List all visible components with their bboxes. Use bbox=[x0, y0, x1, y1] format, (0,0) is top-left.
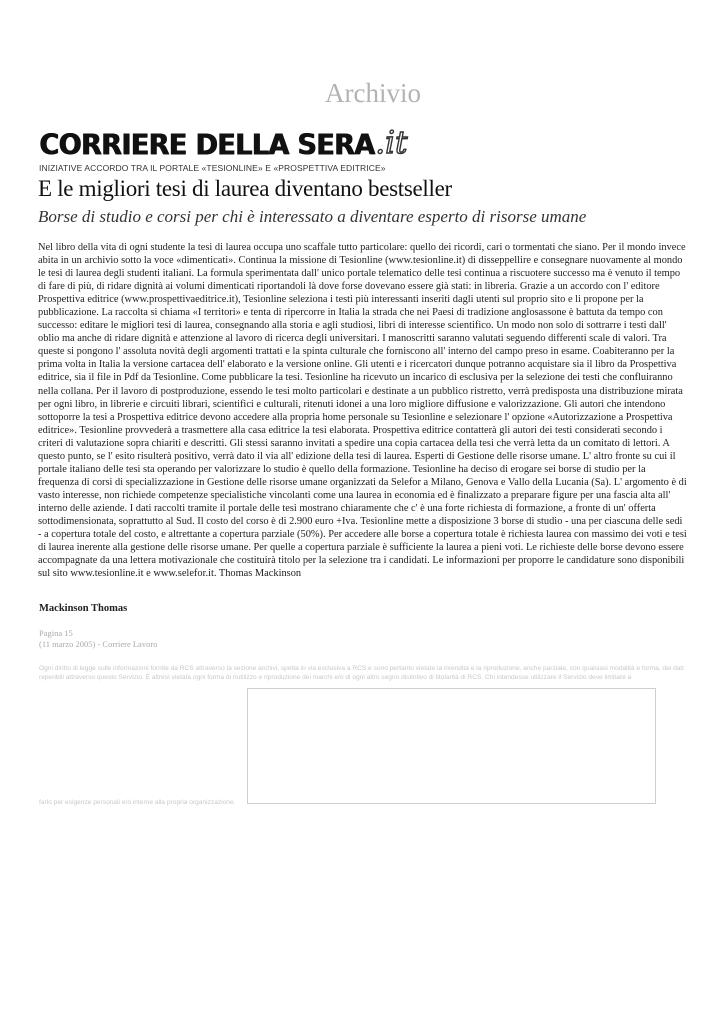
article-kicker: INIZIATIVE ACCORDO TRA IL PORTALE «TESIONLINE» E «PROSPETTIVA EDITRICE» bbox=[39, 163, 386, 173]
article-source bbox=[39, 628, 157, 650]
page-number: Pagina 15 bbox=[39, 628, 73, 638]
ad-box bbox=[247, 688, 656, 804]
date-source: (11 marzo 2005) - Corriere Lavoro bbox=[39, 639, 158, 649]
article-title: E le migliori tesi di laurea diventano bestseller bbox=[38, 176, 452, 201]
section-title: Archivio bbox=[325, 78, 421, 108]
logo-suffix: .it bbox=[375, 125, 408, 161]
article-body: Nel libro della vita di ogni studente la tesi di laurea occupa uno scaffale tutto particolare: quello dei ricordi, cari o tormentati che siano. Per il mondo invece abita in un archivio sotto la voce «dimenticati». Continua la missione di Tesionline (www.tesionline.it) di disseppellire e consegnare nuovamente al mondo le tesi di laurea degli studenti italiani. La formula sperimentata dall' unico portale telematico delle tesi continua a riscuotere successo ma è venuto il tempo di fare di più, di ridare dignità ai volumi dimenticati riportandoli là dove forse dovevano essere già stati: in libreria. Grazie a un accordo con l' editore Prospettiva editrice (www.prospettivaeditrice.it), Tesionline seleziona i testi più interessanti inseriti dagli utenti sul proprio sito e li propone per la pubblicazione. La raccolta si chiama «I territori» e tenta di ripercorre in Italia la strada che nei Paesi di tradizione anglosassone è battuta da tempo con successo: editare le migliori tesi di laurea, consegnando alla storia e agli studiosi, libri di interesse scientifico. Un modo non solo di sottrarre i testi dall' oblio ma anche di ridare dignità e attenzione al lavoro di ricerca degli universitari. I manoscritti saranno valutati seguendo differenti scale di valori. Tra queste si pongono l' assoluta novità degli argomenti trattati e la spinta culturale che forniscono all' interno del campo preso in esame. Coabiteranno per la prima volta in Italia la versione cartacea dell' elaborato e la versione online. Gli utenti e i ricercatori dunque potranno acquistare sia il libro da Prospettiva editrice, sia il file in Pdf da Tesionline. Come pubblicare la tesi. Tesionline ha ricevuto un incarico di esclusiva per la selezione dei testi che confluiranno nella collana. Per il lavoro di postproduzione, essendo le tesi molto particolari e destinate a un pubblico ristretto, verrà predisposta una distribuzione mirata per ogni libro, in librerie e circuiti librari, scientifici e culturali, ritenuti idonei a una loro migliore diffusione e valorizzazione. Gli autori che intendono sottoporre la tesi a Prospettiva editrice devono accedere alla propria home personale su Tesionline e selezionare l' opzione «Autorizzazione a Prospettiva editrice». Tesionline provvederà a trasmettere alla casa editrice la tesi elaborata. Prospettiva editrice contatterà gli autori dei testi considerati secondo i criteri di valutazione sopra chiariti e descritti. Gli stessi saranno invitati a spedire una copia cartacea della tesi che verrà letta da un comitato di lettori. A questo punto, se l' esito risulterà positivo, verrà dato il via all' edizione della tesi di laurea. Esperti di Gestione delle risorse umane. L' altro fronte su cui il portale italiano delle tesi sta operando per valorizzare lo studio è quello della formazione. Tesionline ha deciso di erogare sei borse di studio per la frequenza di corsi di specializzazione in Gestione delle risorse umane organizzati da Selefor a Milano, Genova e Vallo della Lucania (Sa). L' argomento è di vasto interesse, non richiede competenze specialistiche vincolanti come una laurea in economia ed è finalizzato a preparare figure per una fascia alta all' interno delle aziende. I dati raccolti tramite il portale delle tesi mostrano chiaramente che c' è una forte richiesta di formazione, a fronte di un' offerta sottodimensionata, soprattutto al Sud. Il costo del corso è di 2.900 euro +Iva. Tesionline mette a disposizione 3 borse di studio - una per ciascuna delle sedi - a copertura totale del costo, e altrettante a copertura parziale (50%). Per accedere alle borse a copertura totale è richiesta laurea con massimo dei voti e tesi di laurea inerente alla gestione delle risorse umane. Per quelle a copertura parziale è sufficiente la laurea a pieni voti. Le richieste delle borse devono essere accompagnate da una lettera motivazionale che costituirà titolo per la selezione tra i candidati. Le informazioni per proporre le candidature sono disponibili sul sito www.tesionline.it e www.selefor.it. Thomas Mackinson bbox=[38, 242, 687, 580]
newspaper-logo[interactable] bbox=[39, 127, 407, 161]
logo-wordmark: CORRIERE DELLA SERA bbox=[39, 129, 375, 162]
article-subtitle: Borse di studio e corsi per chi è interessato a diventare esperto di risorse umane bbox=[38, 207, 587, 226]
legal-notice: Ogni diritto di legge sulle informazioni fornite da RCS attraverso la sezione archivi, spetta in via esclusiva a RCS e sono pertanto vietate la rivendita e la riproduzione, anche parziale, con qualsiasi modalità e forma, dei dati reperibili attraverso questo Servizio. È altresì vietata ogni forma di riutilizzo e riproduzione dei marchi e/o di ogni altro segno distintivo di titolarità di RCS. Chi intendesse utilizzare il Servizio deve limitare a bbox=[39, 665, 684, 681]
legal-notice-end: farlo per esigenze personali e/o interne alla propria organizzazione. bbox=[39, 799, 236, 806]
article-author: Mackinson Thomas bbox=[39, 603, 128, 614]
